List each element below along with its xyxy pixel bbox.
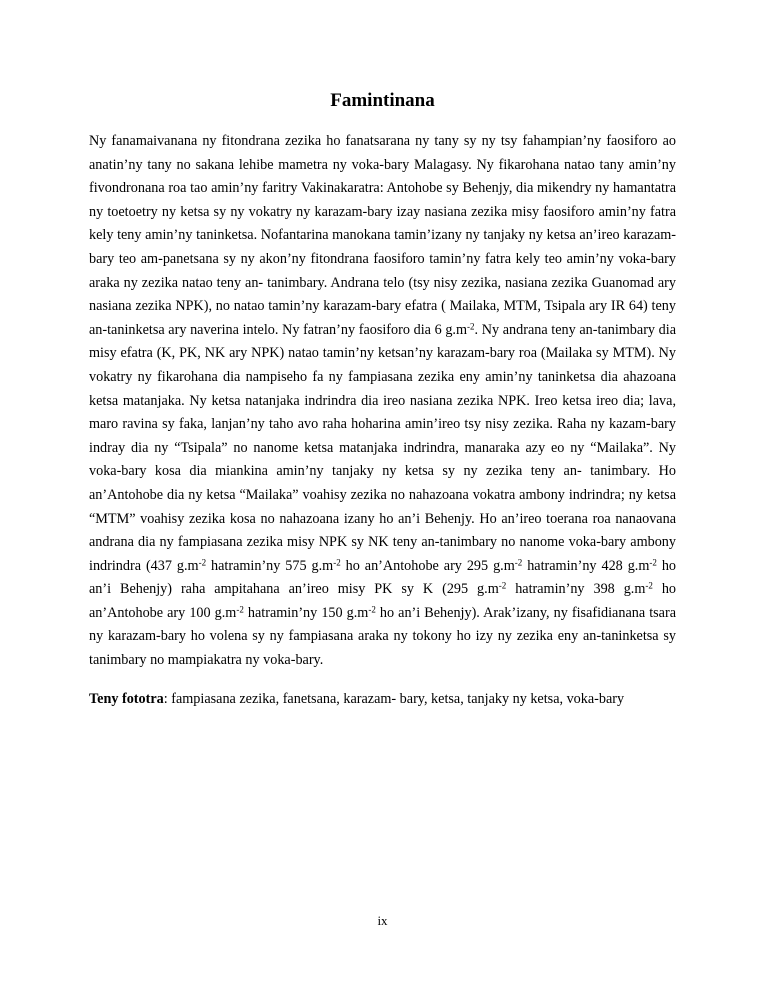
paragraph-text: ho an’i Behenjy) raha ampitahana an’ireo misy PK sy K (295 g.m [89, 557, 677, 598]
superscript: -2 [498, 580, 507, 591]
paragraph-text: hatramin’ny 428 g.m [522, 557, 650, 574]
superscript: -2 [514, 557, 523, 568]
keywords-text: : fampiasana zezika, fanetsana, karazam- bary, ketsa, tanjaky ny ketsa, voka-bary [163, 691, 625, 707]
abstract-paragraph [89, 130, 676, 673]
superscript: -2 [198, 557, 207, 568]
keywords-line [89, 688, 676, 712]
paragraph-text: hatramin’ny 398 g.m [506, 581, 646, 598]
paragraph-text: ho an’Antohobe ary 295 g.m [340, 557, 515, 574]
superscript: -2 [645, 580, 653, 591]
superscript: -2 [333, 557, 341, 568]
superscript: -2 [236, 604, 244, 615]
paragraph-text: hatramin’ny 150 g.m [243, 604, 369, 621]
paragraph-text: . Ny andrana teny an-tanimbary dia misy efatra (K, PK, NK ary NPK) natao tamin’ny ketsan’ny karazam-bary roa (Mailaka sy MTM). Ny vokatry ny fikarohana dia nampiseho fa ny fampiasana zezika eny amin’ny taninketsa dia ahazoana ketsa matanjaka. Ny ketsa natanjaka indrindra dia ireo nasiana zezika NPK. Ireo ketsa ireo dia; lava, maro ravina sy faka, lanjan’ny taho avo raha hoharina amin’ireo tsy nisy zezika. Raha ny kazam-bary indray dia ny “Tsipala” no nanome ketsa matanjaka indrindra, manaraka azy eo ny “Mailaka”. Ny voka-bary kosa dia miankina amin’ny tanjaky ny ketsa sy ny zezika teny an- tanimbary. Ho an’Antohobe dia ny ketsa “Mailaka” voahisy zezika no nahazoana vokatra ambony indrindra; ny ketsa “MTM” voahisy zezika kosa no nahazoana izany ho an’i Behenjy. Ho an’ireo toerana roa nanaovana andrana dia ny fampiasana zezika misy NPK sy NK teny an-tanimbary no nanome voka-bary ambony indrindra (437 g.m [89, 321, 677, 574]
paragraph-text: ho an’i Behenjy). Arak’izany, ny fisafidianana tsara ny karazam-bary ho volena sy ny fampiasana araka ny tokony ho izy ny zezika eny an-taninketsa sy tanimbary no mampiakatra ny voka-bary. [89, 604, 676, 669]
page-title: Famintinana [330, 90, 435, 111]
superscript: -2 [368, 604, 376, 615]
paragraph-text: hatramin’ny 575 g.m [206, 557, 334, 574]
page-number: ix [377, 913, 388, 928]
paragraph-text: Ny fanamaivanana ny fitondrana zezika ho fanatsarana ny tany sy ny tsy fahampian’ny faosiforo ao anatin’ny tany no sakana lehibe mametra ny voka-bary Malagasy. Ny fikarohana natao tany amin’ny fivondronana roa tao amin’ny faritry Vakinakaratra: Antohobe sy Behenjy, dia mikendry ny hamantatra ny toetoetry ny ketsa sy ny vokatry ny karazam-bary izay nasiana zezika misy faosiforo amin’ny fatra kely teny amin’ny taninketsa. Nofantarina manokana tamin’izany ny tanjaky ny ketsa an’ireo karazam-bary teo am-panetsana sy ny akon’ny fitondrana faosiforo tamin’ny fatra kely teo amin’ny voka-bary araka ny zezika natao teny an- tanimbary. Andrana telo (tsy nisy zezika, nasiana zezika Guanomad ary nasiana zezika NPK), no natao tamin’ny karazam-bary efatra ( Mailaka, MTM, Tsipala ary IR 64) teny an-taninketsa ary naverina intelo. Ny fatran’ny faosiforo dia 6 g.m [89, 133, 676, 338]
superscript: -2 [467, 321, 475, 332]
paragraph-text: ho an’Antohobe ary 100 g.m [89, 581, 677, 621]
superscript: -2 [649, 557, 657, 568]
keywords-label: Teny fototra [89, 691, 164, 707]
